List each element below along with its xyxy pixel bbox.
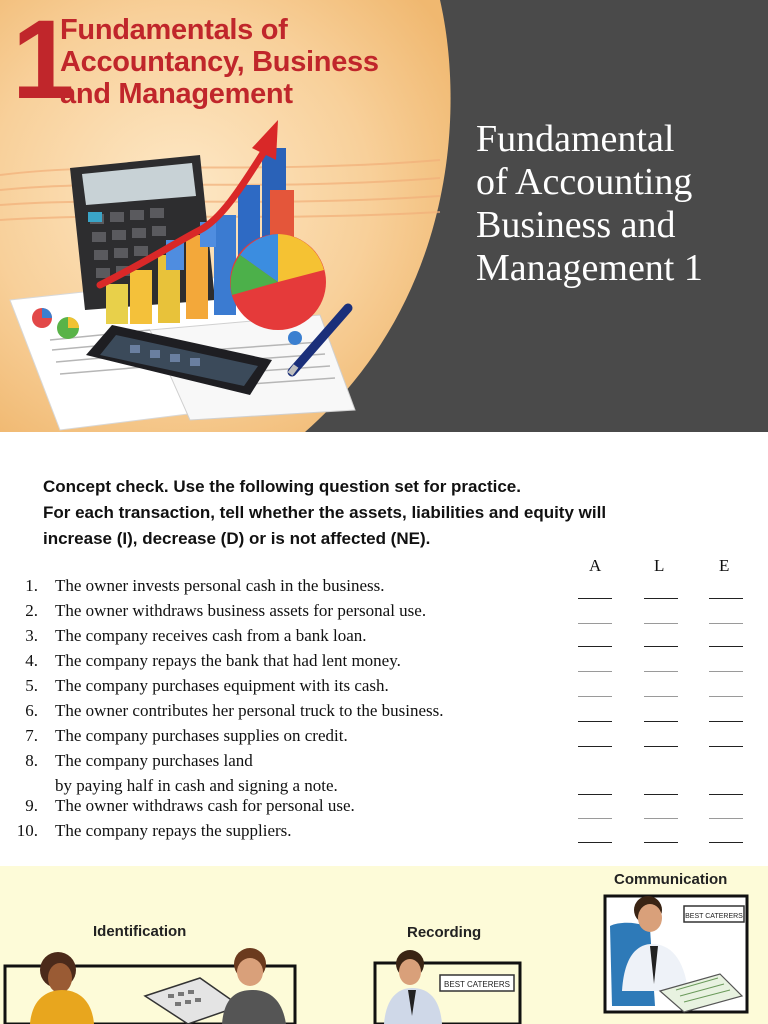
answer-blank[interactable] bbox=[578, 842, 612, 843]
question-number: 5. bbox=[25, 676, 38, 695]
person-icon bbox=[30, 952, 94, 1024]
accounting-process-strip bbox=[0, 866, 768, 1024]
question-text: The company purchases supplies on credit. bbox=[55, 726, 348, 745]
answer-blank[interactable] bbox=[709, 818, 743, 819]
question-text: The company purchases land bbox=[55, 751, 253, 770]
answer-blank[interactable] bbox=[709, 671, 743, 672]
answer-blank[interactable] bbox=[578, 721, 612, 722]
question-text: The owner invests personal cash in the business. bbox=[55, 576, 385, 595]
answer-blank[interactable] bbox=[709, 696, 743, 697]
question-text: by paying half in cash and signing a note. bbox=[55, 776, 338, 795]
pie-chart-icon bbox=[230, 234, 326, 330]
question-text: The owner withdraws business assets for personal use. bbox=[55, 601, 427, 620]
book-title: Fundamentals of Accountancy, Business and Management bbox=[60, 14, 379, 110]
question-number: 4. bbox=[25, 651, 38, 670]
answer-blank[interactable] bbox=[644, 646, 678, 647]
question-number: 6. bbox=[25, 701, 38, 720]
answer-blank[interactable] bbox=[644, 598, 678, 599]
answer-blank[interactable] bbox=[644, 623, 678, 624]
label-communication: Communication bbox=[614, 871, 728, 888]
question-row bbox=[0, 651, 768, 676]
answer-blank[interactable] bbox=[578, 671, 612, 672]
question-text: The company repays the bank that had lent money. bbox=[55, 651, 401, 670]
answer-blank[interactable] bbox=[709, 746, 743, 747]
instructions: Concept check. Use the following question set for practice. For each transaction, tell whether the assets, liabilities and equity will increase (I), decrease (D) or is not affected (NE). bbox=[43, 477, 607, 548]
question-text: The owner contributes her personal truck to the business. bbox=[55, 701, 444, 720]
question-row bbox=[0, 676, 768, 701]
sign-text: BEST CATERERS bbox=[685, 913, 743, 920]
communication-clipart bbox=[605, 896, 747, 1012]
column-header-liabilities: L bbox=[654, 556, 665, 575]
answer-blank[interactable] bbox=[578, 818, 612, 819]
question-number: 3. bbox=[25, 626, 38, 645]
question-row bbox=[0, 701, 768, 726]
question-number: 9. bbox=[25, 796, 38, 815]
sign-text: BEST CATERERS bbox=[444, 980, 510, 989]
answer-blank[interactable] bbox=[709, 794, 743, 795]
answer-blank[interactable] bbox=[709, 646, 743, 647]
question-row bbox=[0, 726, 768, 751]
sign-icon bbox=[440, 975, 514, 991]
answer-blank[interactable] bbox=[578, 746, 612, 747]
person-icon bbox=[384, 950, 442, 1024]
answer-blank[interactable] bbox=[578, 598, 612, 599]
sign-icon bbox=[684, 906, 744, 922]
question-text: The company purchases equipment with its cash. bbox=[55, 676, 389, 695]
question-row bbox=[0, 751, 768, 776]
answer-blank[interactable] bbox=[578, 794, 612, 795]
answer-blank[interactable] bbox=[644, 696, 678, 697]
question-text: The company receives cash from a bank loan. bbox=[55, 626, 367, 645]
question-number: 7. bbox=[25, 726, 38, 745]
process-clipart bbox=[0, 866, 768, 1024]
answer-blank[interactable] bbox=[709, 598, 743, 599]
question-text: The owner withdraws cash for personal use. bbox=[55, 796, 355, 815]
label-identification: Identification bbox=[93, 923, 187, 940]
book-cover bbox=[0, 0, 768, 432]
worksheet bbox=[0, 432, 768, 864]
recording-clipart bbox=[375, 950, 520, 1024]
answer-blank[interactable] bbox=[644, 794, 678, 795]
question-number: 8. bbox=[25, 751, 38, 770]
answer-blank[interactable] bbox=[709, 842, 743, 843]
identification-clipart bbox=[5, 948, 295, 1024]
answer-blank[interactable] bbox=[644, 671, 678, 672]
question-number: 10. bbox=[16, 821, 38, 840]
answer-blank[interactable] bbox=[709, 623, 743, 624]
column-header-assets: A bbox=[589, 556, 602, 575]
answer-blank[interactable] bbox=[578, 646, 612, 647]
question-number: 2. bbox=[25, 601, 38, 620]
answer-blank[interactable] bbox=[578, 623, 612, 624]
answer-blank[interactable] bbox=[644, 746, 678, 747]
cover-title: Fundamental of Accounting Business and Management 1 bbox=[476, 118, 703, 289]
question-text: The company repays the suppliers. bbox=[55, 821, 292, 840]
book-number: 1 bbox=[12, 0, 75, 122]
answer-blank[interactable] bbox=[644, 721, 678, 722]
question-number: 1. bbox=[25, 576, 38, 595]
answer-blank[interactable] bbox=[709, 721, 743, 722]
answer-blank[interactable] bbox=[644, 842, 678, 843]
question-row bbox=[0, 626, 768, 651]
answer-blank[interactable] bbox=[644, 818, 678, 819]
column-header-equity: E bbox=[719, 556, 730, 575]
answer-blank[interactable] bbox=[578, 696, 612, 697]
label-recording: Recording bbox=[407, 924, 482, 941]
person-icon bbox=[222, 948, 286, 1024]
